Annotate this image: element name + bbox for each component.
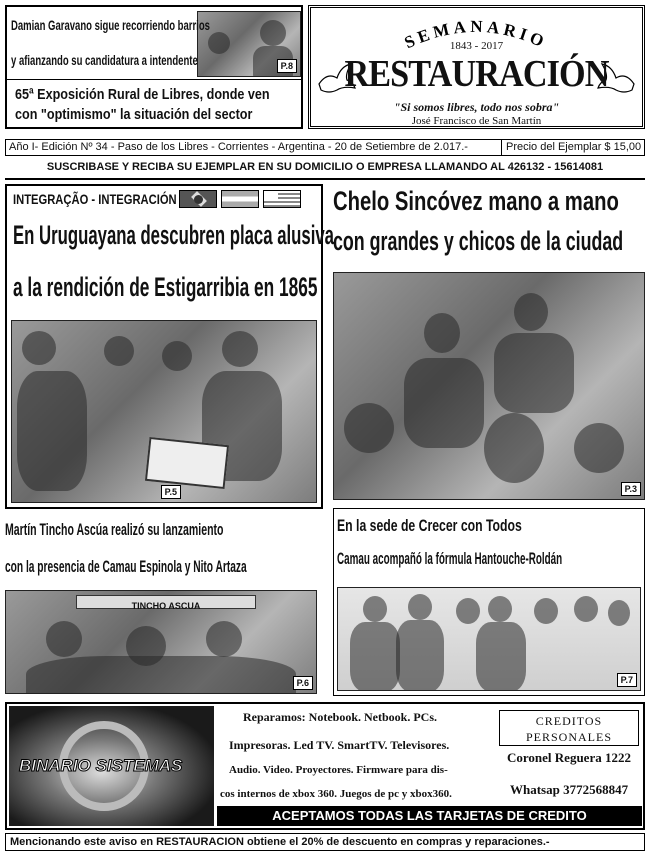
tincho-headline-2: con la presencia de Camau Espinola y Nito Artaza xyxy=(5,557,247,576)
page-ref: P.5 xyxy=(161,485,181,499)
masthead-author: José Francisco de San Martín xyxy=(411,115,542,126)
crecer-headline-2: Camau acompañó la fórmula Hantouche-Roldán xyxy=(337,549,563,568)
ad-line-3: Audio. Video. Proyectores. Firmware para dis- xyxy=(229,764,448,776)
expo-rural-headline-2: con "optimismo" la situación del sector xyxy=(15,106,253,123)
flag-brazil-icon xyxy=(179,190,217,208)
tincho-banner xyxy=(76,595,256,609)
commemorative-plaque xyxy=(145,437,229,489)
chelo-headline-1: Chelo Sincóvez mano a mano xyxy=(333,186,619,216)
binario-brand: BINARIO SISTEMAS xyxy=(19,756,183,775)
flag-argentina-icon xyxy=(221,190,259,208)
garavano-headline-1: Damian Garavano sigue recorriendo barrios xyxy=(11,17,210,33)
uruguayana-photo xyxy=(11,320,317,503)
ad-line-4: cos internos de xbox 360. Juegos de pc y xbox360. xyxy=(220,788,452,800)
masthead xyxy=(308,5,645,129)
binario-logo xyxy=(9,706,214,826)
expo-rural-headline-1: 65ª Exposición Rural de Libres, donde ven xyxy=(15,86,270,103)
footer-note: Mencionando este aviso en RESTAURACION obtiene el 20% de descuento en compras y reparaciones.- xyxy=(10,836,550,848)
ad-address: Coronel Reguera 1222 xyxy=(507,750,631,765)
credits-box xyxy=(499,710,639,746)
ad-line-1: Reparamos: Notebook. Netbook. PCs. xyxy=(243,710,437,724)
footer-note-box xyxy=(5,833,645,851)
chelo-headline-2: con grandes y chicos de la ciudad xyxy=(333,226,624,256)
edition-info-bar xyxy=(5,139,645,156)
tincho-headline-1: Martín Tincho Ascúa realizó su lanzamiento xyxy=(5,520,224,539)
page-ref: P.8 xyxy=(277,59,297,73)
top-story-box xyxy=(5,5,303,129)
crecer-photo xyxy=(337,587,641,691)
edition-price: Precio del Ejemplar $ 15,00 xyxy=(506,141,642,153)
subscribe-line: SUSCRIBASE Y RECIBA SU EJEMPLAR EN SU DOMICILIO O EMPRESA LLAMANDO AL 426132 - 15614081 xyxy=(46,161,604,173)
page-ref: P.3 xyxy=(621,482,641,496)
masthead-years: 1843 - 2017 xyxy=(449,40,504,52)
edition-info: Año I- Edición Nº 34 - Paso de los Libres - Corrientes - Argentina - 20 de Setiembre de 2.017.- xyxy=(9,141,468,153)
cards-banner xyxy=(217,806,642,826)
masthead-title: RESTAURACIÓN xyxy=(344,53,609,95)
ad-line-2: Impresoras. Led TV. SmartTV. Televisores. xyxy=(229,738,450,752)
garavano-photo xyxy=(197,11,301,77)
garavano-headline-2: y afianzando su candidatura a intendente xyxy=(11,52,198,68)
flag-uruguay-icon xyxy=(263,190,301,208)
cards-text: ACEPTAMOS TODAS LAS TARJETAS DE CREDITO xyxy=(272,808,587,823)
uruguayana-story xyxy=(5,184,334,509)
svg-text:SEMANARIO: SEMANARIO xyxy=(401,16,551,53)
page-ref: P.6 xyxy=(293,676,313,690)
uruguayana-headline-1: En Uruguayana descubren placa alusiva xyxy=(13,220,334,250)
crecer-headline-1: En la sede de Crecer con Todos xyxy=(337,516,522,535)
page-ref: P.7 xyxy=(617,673,637,687)
masthead-motto: "Si somos libres, todo nos sobra" xyxy=(393,100,560,114)
credits-title: CREDITOS PERSONALES xyxy=(525,714,612,744)
tincho-photo xyxy=(5,590,317,694)
uruguayana-kicker: INTEGRAÇÃO - INTEGRACIÓN xyxy=(13,191,177,207)
ad-whatsapp: Whatsap 3772568847 xyxy=(510,782,629,797)
uruguayana-headline-2: a la rendición de Estigarribia en 1865 xyxy=(13,272,318,302)
chelo-photo xyxy=(333,272,645,500)
crecer-story xyxy=(333,508,645,696)
tincho-banner-text: TINCHO ASCUA xyxy=(131,601,201,611)
binario-ad xyxy=(5,702,645,830)
